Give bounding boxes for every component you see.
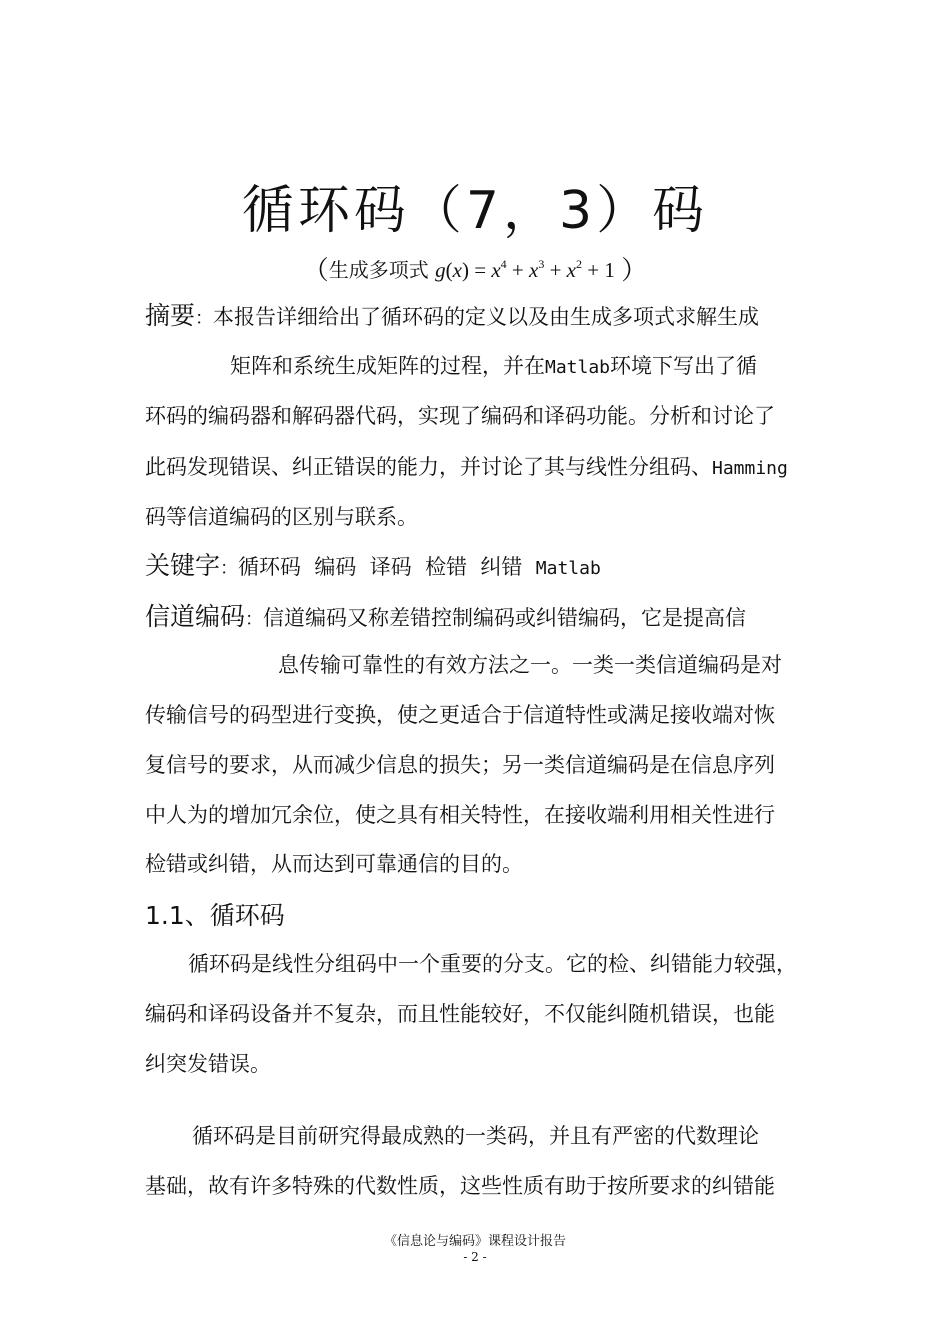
footer-course-title: 《信息论与编码》课程设计报告: [383, 1234, 566, 1249]
channel-coding-heading: 信道编码: [145, 602, 246, 631]
abstract-text-1: 本报告详细给出了循环码的定义以及由生成多项式求解生成: [213, 305, 760, 329]
channel-coding-line-3: 传输信号的码型进行变换，使之更适合于信道特性或满足接收端对恢: [145, 703, 775, 727]
keywords-text: 循环码 编码 译码 检错 纠错: [238, 555, 536, 579]
channel-coding-line-1: [145, 597, 810, 633]
formula-rparen: ): [461, 258, 469, 282]
subtitle-prefix: 生成多项式: [328, 258, 429, 282]
formula-exp4: 4: [500, 257, 507, 271]
formula-x4: x: [491, 258, 501, 282]
formula-one: 1: [604, 258, 615, 282]
generator-polynomial-formula: [435, 258, 615, 282]
formula-exp2: 2: [576, 257, 582, 271]
channel-coding-line-6: 检错或纠错，从而达到可靠通信的目的。: [145, 852, 523, 876]
channel-coding-line-2: 息传输可靠性的有效方法之一。一类一类信道编码是对: [278, 653, 782, 677]
section-1-1-p2-line-1: 循环码是目前研究得最成熟的一类码，并且有严密的代数理论: [192, 1124, 759, 1148]
channel-coding-line-4: 复信号的要求，从而减少信息的损失；另一类信道编码是在信息序列: [145, 753, 775, 777]
formula-lparen: (: [445, 258, 453, 282]
formula-exp3: 3: [538, 257, 545, 271]
keywords-line: [145, 546, 810, 582]
formula-x3: x: [529, 258, 539, 282]
document-title: 循环码（7，3）码: [241, 181, 709, 241]
channel-coding-line-5: 中人为的增加冗余位，使之具有相关特性，在接收端利用相关性进行: [145, 803, 775, 827]
channel-coding-colon: ：: [245, 609, 264, 630]
formula-plus-2: +: [544, 258, 567, 282]
abstract-heading: 摘要: [145, 301, 196, 330]
section-1-1-p1-line-2: 编码和译码设备并不复杂，而且性能较好，不仅能纠随机错误，也能: [145, 1002, 775, 1026]
abstract-line-5: 码等信道编码的区别与联系。: [145, 505, 418, 529]
keywords-heading: 关键字: [145, 551, 221, 580]
abstract-text-2c: 环境下写出了循: [610, 354, 758, 378]
close-paren: ）: [621, 256, 648, 286]
abstract-line-4: [145, 451, 810, 481]
formula-x2: x: [566, 258, 576, 282]
abstract-line-3: 环码的编码器和解码器代码，实现了编码和译码功能。分析和讨论了: [145, 404, 775, 428]
formula-g: g: [435, 258, 446, 282]
channel-coding-text-1: 信道编码又称差错控制编码或纠错编码，它是提高信: [263, 606, 747, 630]
keywords-colon: ：: [220, 558, 239, 579]
formula-plus-1: +: [506, 258, 529, 282]
section-1-1-p1-line-3: 纠突发错误。: [145, 1052, 271, 1076]
abstract-colon: ：: [195, 308, 214, 329]
formula-x-arg: x: [452, 258, 462, 282]
abstract-hamming: Hamming: [712, 458, 788, 479]
abstract-matlab: Matlab: [545, 357, 611, 378]
section-1-1-p2-line-2: 基础，故有许多特殊的代数性质，这些性质有助于按所要求的纠错能: [145, 1174, 775, 1198]
abstract-text-4a: 此码发现错误、纠正错误的能力，并讨论了其与线性分组码、: [145, 455, 712, 479]
section-heading-1-1: 1.1、循环码: [145, 901, 285, 930]
generator-polynomial-subtitle: [0, 250, 950, 287]
abstract-line-2: [230, 350, 895, 380]
abstract-line-1: [145, 296, 810, 332]
formula-equals: =: [468, 258, 492, 282]
keywords-matlab: Matlab: [535, 558, 601, 579]
page-number: - 2 -: [463, 1250, 487, 1264]
open-paren: （: [302, 256, 329, 286]
abstract-text-2a: 矩阵和系统生成矩阵的过程，并在: [230, 354, 545, 378]
formula-plus-3: +: [582, 258, 605, 282]
section-1-1-p1-line-1: 循环码是线性分组码中一个重要的分支。它的检、纠错能力较强，: [188, 952, 797, 976]
